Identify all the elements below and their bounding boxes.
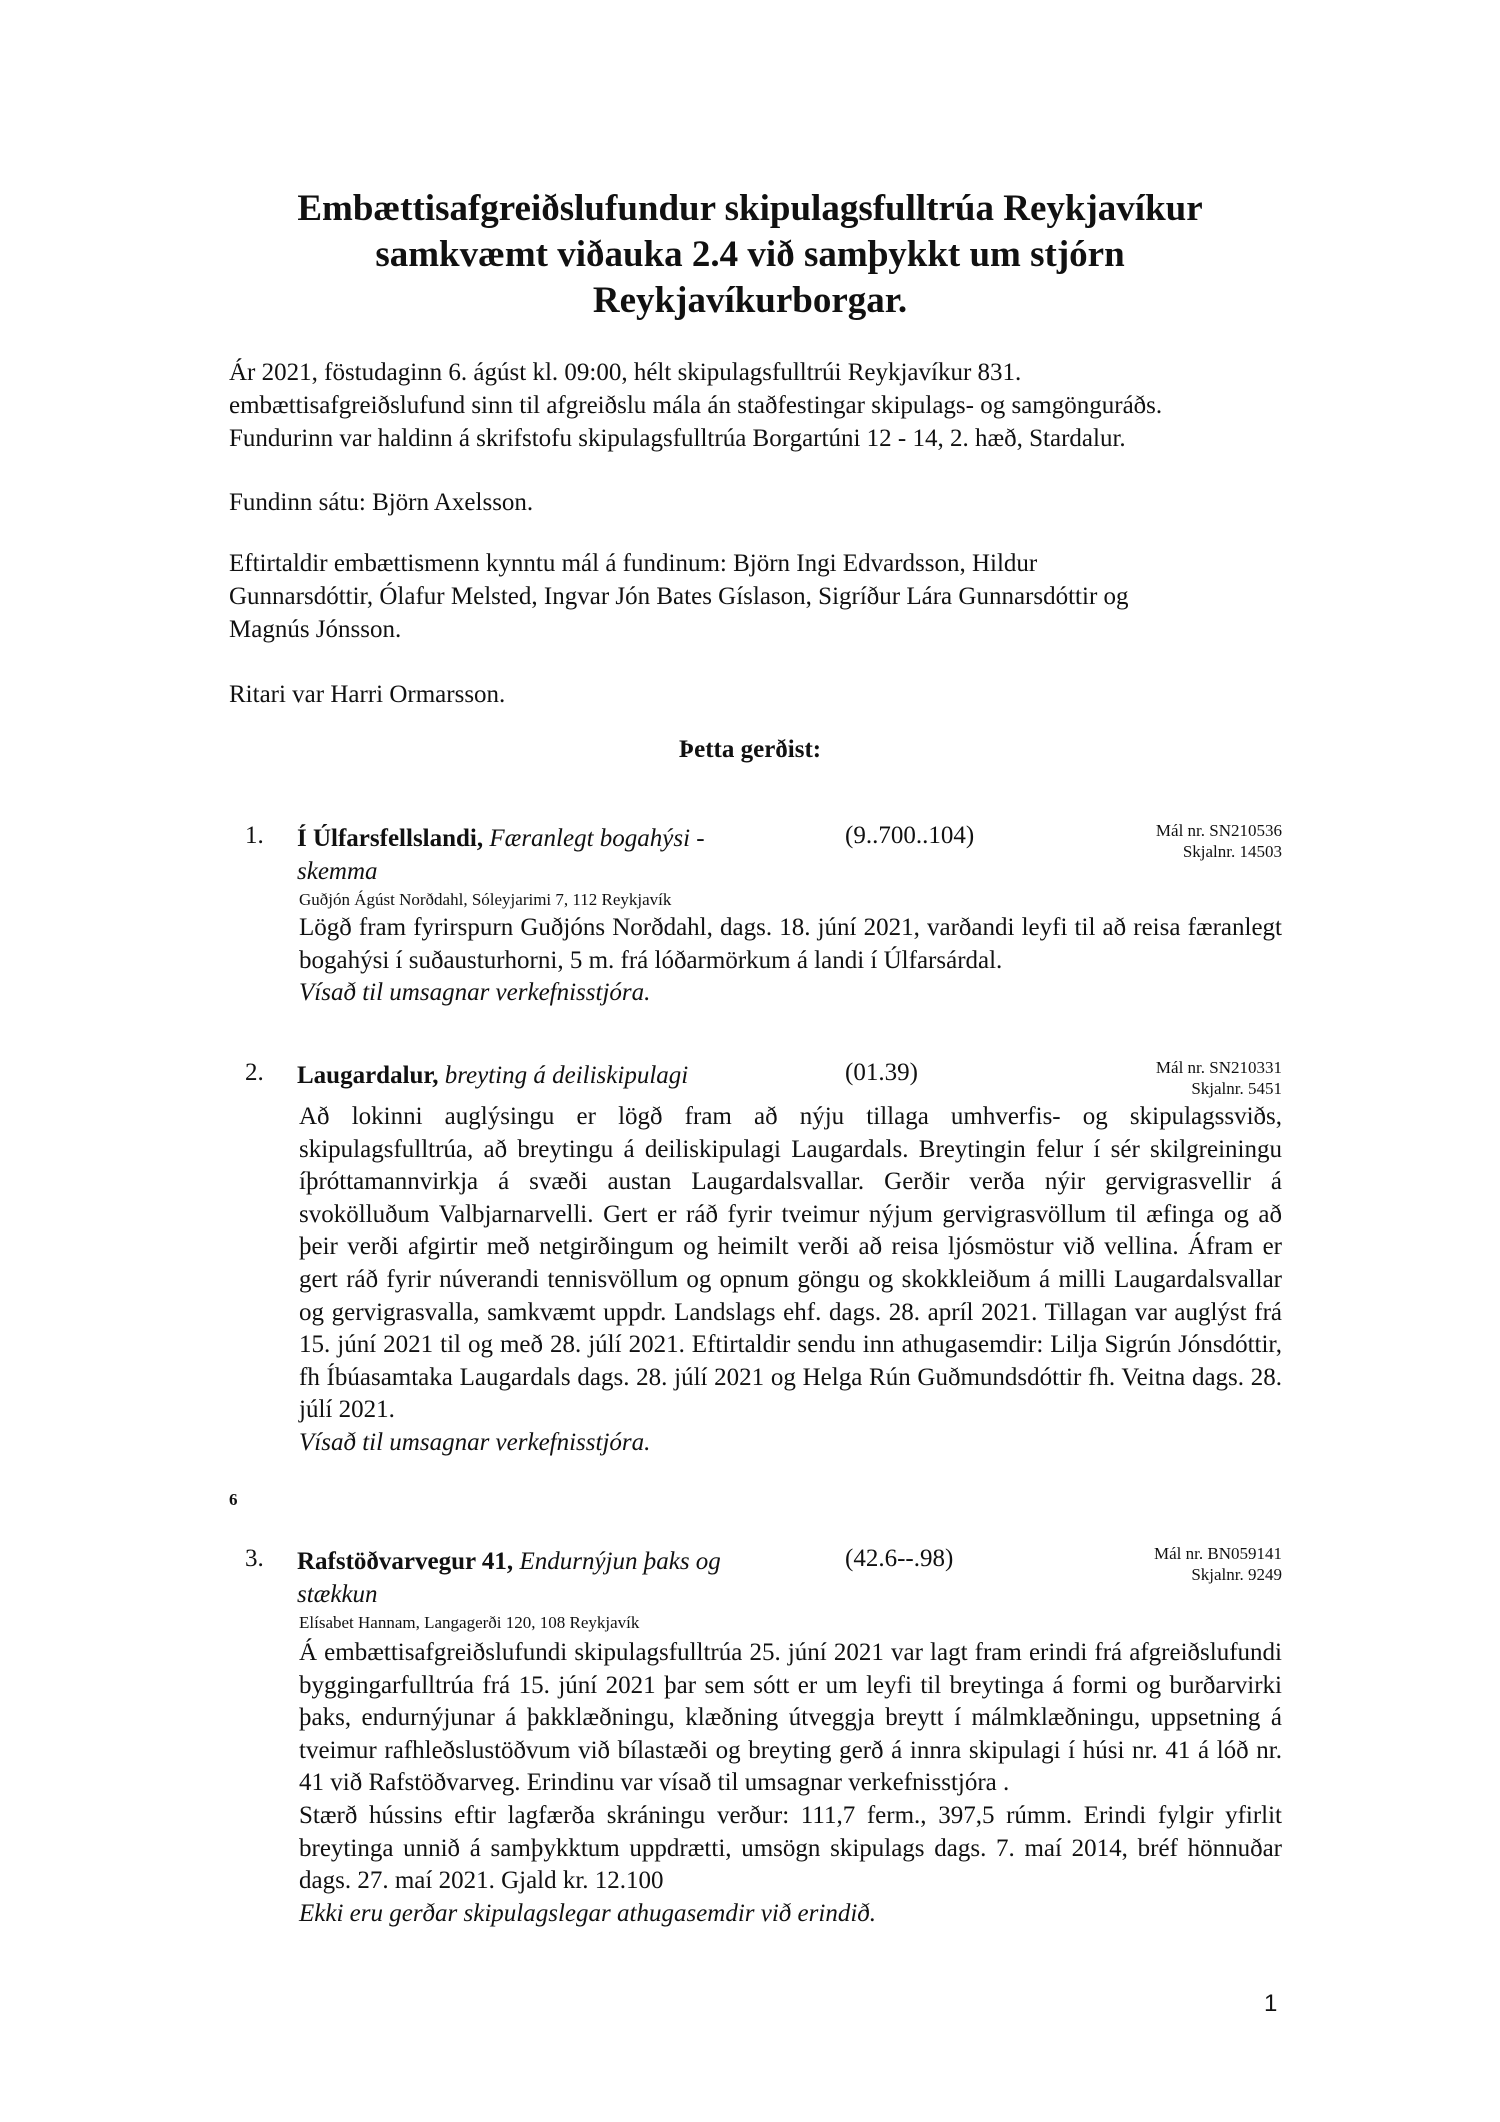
item-heading	[297, 822, 777, 888]
item-heading	[297, 1059, 777, 1092]
item-body	[299, 1101, 1282, 1460]
item-subject: Færanlegt bogahýsi - skemma	[297, 825, 705, 885]
officials-line: Eftirtaldir embættismenn kynntu mál á fundinum: Björn Ingi Edvardsson, Hildur	[229, 550, 1038, 577]
section-heading: Þetta gerðist:	[678, 736, 822, 763]
item-name: Laugardalur,	[297, 1062, 439, 1089]
item-text: Að lokinni auglýsingu er lögð fram að nýju tillaga umhverfis- og skipulagssviðs, skipulagsfulltrúa, að breytingu á deiliskipulagi Laugardals. Breytingin felur í sér skilgreiningu íþróttamannvirkja á svæði austan Laugardalsvallar. Gerðir verða nýir gervigrasvellir á svokölluðum Valbjarnarvelli. Gert er ráð fyrir tveimur nýjum gervigrasvöllum til æfinga og að þeir verði afgirtir með netgirðingum og heimilt verði að reisa ljósmöstur við vellina. Áfram er gert ráð fyrir núverandi tennisvöllum og opnum göngu og skokkleiðum á milli Laugardalsvallar og gervigrasvalla, samkvæmt uppdr. Landslags ehf. dags. 28. apríl 2021. Tillagan var auglýst frá 15. júní 2021 til og með 28. júlí 2021. Eftirtaldir sendu inn athugasemdir: Lilja Sigrún Jónsdóttir, fh Íbúasamtaka Laugardals dags. 28. júlí 2021 og Helga Rún Guðmundsdóttir fh. Veitna dags. 28. júlí 2021.	[299, 1103, 1282, 1424]
item-text: Á embættisafgreiðslufundi skipulagsfulltrúa 25. júní 2021 var lagt fram erindi frá afgreiðslufundi byggingarfulltrúa frá 15. júní 2021 þar sem sótt er um leyfi til breytinga á formi og burðarvirki þaks, endurnýjunar á þakklæðningu, klæðning útveggja breytt í málmklæðningu, uppsetning á tveimur rafhleðslustöðvum við bílastæði og breyting gerð á innra skipulagi í húsi nr. 41 á lóð nr. 41 við Rafstöðvarveg. Erindinu var vísað til umsagnar verkefnisstjóra .	[299, 1639, 1282, 1797]
item-reference	[1156, 820, 1282, 862]
title-line: samkvæmt viðauka 2.4 við samþykkt um stjórn	[375, 234, 1125, 275]
secretary: Ritari var Harri Ormarsson.	[229, 681, 506, 708]
item-text: Lögð fram fyrirspurn Guðjóns Norðdahl, dags. 18. júní 2021, varðandi leyfi til að reisa færanlegt bogahýsi í suðausturhorni, 5 m. frá lóðarmörkum á landi í Úlfarsárdal.	[299, 914, 1282, 974]
attendees: Fundinn sátu: Björn Axelsson.	[229, 489, 534, 516]
officials-paragraph	[229, 547, 1289, 646]
item-decision: Ekki eru gerðar skipulagslegar athugasemdir við erindið.	[299, 1899, 877, 1927]
item-body	[299, 1637, 1282, 1930]
page-number: 1	[1264, 1990, 1278, 2017]
document-number: Skjalnr. 9249	[1191, 1565, 1282, 1584]
case-number: Mál nr. SN210536	[1155, 821, 1282, 840]
officials-line: Magnús Jónsson.	[229, 616, 402, 643]
case-number: Mál nr. BN059141	[1154, 1544, 1282, 1563]
item-code: (9..700..104)	[845, 822, 975, 849]
item-decision: Vísað til umsagnar verkefnisstjóra.	[299, 979, 651, 1007]
document-number: Skjalnr. 14503	[1182, 842, 1282, 861]
item-number: 1.	[245, 822, 264, 849]
item-body	[299, 912, 1282, 1010]
item-text: Stærð hússins eftir lagfærða skráningu verður: 111,7 ferm., 397,5 rúmm. Erindi fylgir yfirlit breytinga unnið á samþykktum uppdrætti, umsögn skipulags dags. 7. maí 2014, bréf hönnuðar dags. 27. maí 2021. Gjald kr. 12.100	[299, 1801, 1282, 1895]
title-line: Reykjavíkurborgar.	[592, 280, 908, 321]
item-decision: Vísað til umsagnar verkefnisstjóra.	[299, 1428, 651, 1456]
item-code: (42.6--.98)	[845, 1545, 954, 1572]
item-subject: Endurnýjun þaks og stækkun	[297, 1548, 721, 1608]
intro-line: embættisafgreiðslufund sinn til afgreiðslu mála án staðfestingar skipulags- og samgönguráðs.	[229, 392, 1163, 419]
officials-line: Gunnarsdóttir, Ólafur Melsted, Ingvar Jón Bates Gíslason, Sigríður Lára Gunnarsdóttir og	[229, 583, 1129, 610]
intro-line: Fundurinn var haldinn á skrifstofu skipulagsfulltrúa Borgartúni 12 - 14, 2. hæð, Stardalur.	[229, 425, 1126, 452]
document-title	[150, 186, 1350, 324]
item-reference	[1154, 1543, 1282, 1585]
item-name: Í Úlfarsfellslandi,	[297, 825, 484, 852]
document-number: Skjalnr. 5451	[1191, 1079, 1282, 1098]
item-code: (01.39)	[845, 1059, 918, 1086]
applicant: Guðjón Ágúst Norðdahl, Sóleyjarimi 7, 112 Reykjavík	[299, 890, 672, 909]
intro-line: Ár 2021, föstudaginn 6. ágúst kl. 09:00, hélt skipulagsfulltrúi Reykjavíkur 831.	[229, 359, 1022, 386]
case-number: Mál nr. SN210331	[1155, 1058, 1282, 1077]
item-name: Rafstöðvarvegur 41,	[297, 1548, 514, 1575]
item-number: 3.	[245, 1545, 264, 1572]
title-line: Embættisafgreiðslufundur skipulagsfulltrúa Reykjavíkur	[297, 188, 1203, 229]
margin-number: 6	[229, 1490, 238, 1509]
intro-paragraph	[229, 356, 1289, 455]
item-heading	[297, 1545, 777, 1611]
item-number: 2.	[245, 1059, 264, 1086]
applicant: Elísabet Hannam, Langagerði 120, 108 Reykjavík	[299, 1613, 640, 1632]
item-subject: breyting á deiliskipulagi	[444, 1062, 689, 1089]
item-reference	[1156, 1057, 1282, 1099]
